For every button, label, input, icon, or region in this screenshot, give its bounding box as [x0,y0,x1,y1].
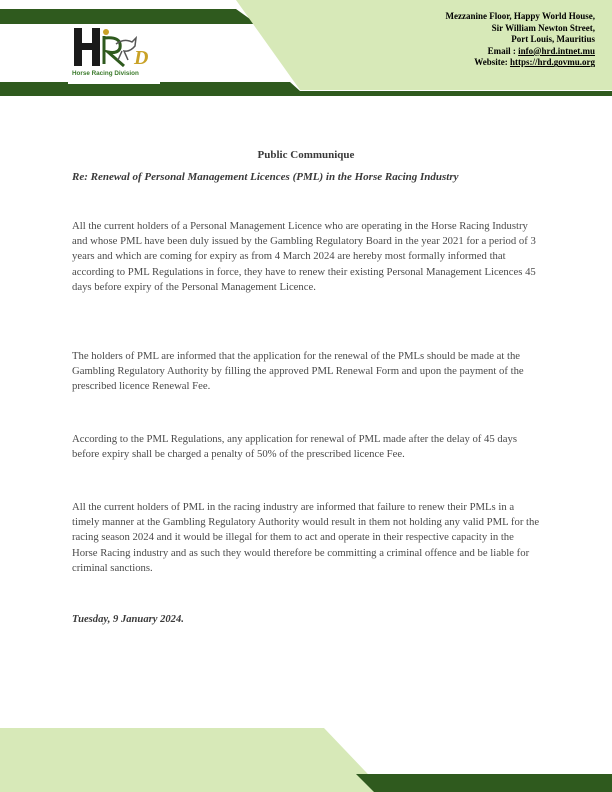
logo-caption: Horse Racing Division [72,70,139,77]
document-date: Tuesday, 9 January 2024. [72,614,184,625]
footer-band [0,718,612,792]
contact-address [335,11,595,69]
email-label: Email : [487,45,519,56]
website-label: Website: [474,57,510,68]
paragraph-4: All the current holders of PML in the racing industry are informed that failure to renew their PMLs in a timely manner at the Gambling Regulatory Authority would result in them not holding any valid PML for the racing season 2024 and it would be illegal for them to act and operate in their respective capacity in the Horse Racing industry and as such they would therefore be committing a criminal offence and be liable for criminal sanctions. [72,501,540,574]
address-line-2: Sir William Newton Street, [491,22,595,33]
hrd-logo [68,24,160,84]
logo-d-letter: D [134,47,149,69]
email-link[interactable]: info@hrd.intnet.mu [518,45,595,56]
hrd-logo-mark [72,24,156,70]
website-link[interactable]: https://hrd.govmu.org [509,57,595,68]
logo-jockey-head [103,29,109,35]
address-line-3: Port Louis, Mauritius [511,34,595,45]
paragraph-1: All the current holders of a Personal Management Licence who are operating in the Horse Racing Industry and whose PML have been duly issued by the Gambling Regulatory Board in the year 2021 for a period of 3 years and which are coming for expiry as from 4 March 2024 are hereby most formally informed that according to PML Regulations in force, they have to renew their existing Personal Management Licences 45 days before expiry of the Personal Management Licence. [72,220,536,293]
address-line-1: Mezzanine Floor, Happy World House, [445,11,595,21]
email-line [335,46,595,58]
footer-dark-bar [356,774,612,792]
website-line [335,57,595,69]
subject-line: Re: Renewal of Personal Management Licences (PML) in the Horse Racing Industry [72,171,459,183]
page-title: Public Communique [257,149,355,161]
paragraph-3: According to the PML Regulations, any application for renewal of PML made after the delay of 45 days before expiry shall be charged a penalty of 50% of the prescribed licence Fee. [72,433,517,461]
footer-light-panel [0,728,385,792]
logo-h-bar [74,43,100,50]
paragraph-2: The holders of PML are informed that the application for the renewal of the PMLs should be made at the Gambling Regulatory Authority by filling the approved PML Renewal Form and upon the payment of the prescribed licence Renewal Fee. [72,350,524,393]
header-dark-bar [0,9,257,24]
